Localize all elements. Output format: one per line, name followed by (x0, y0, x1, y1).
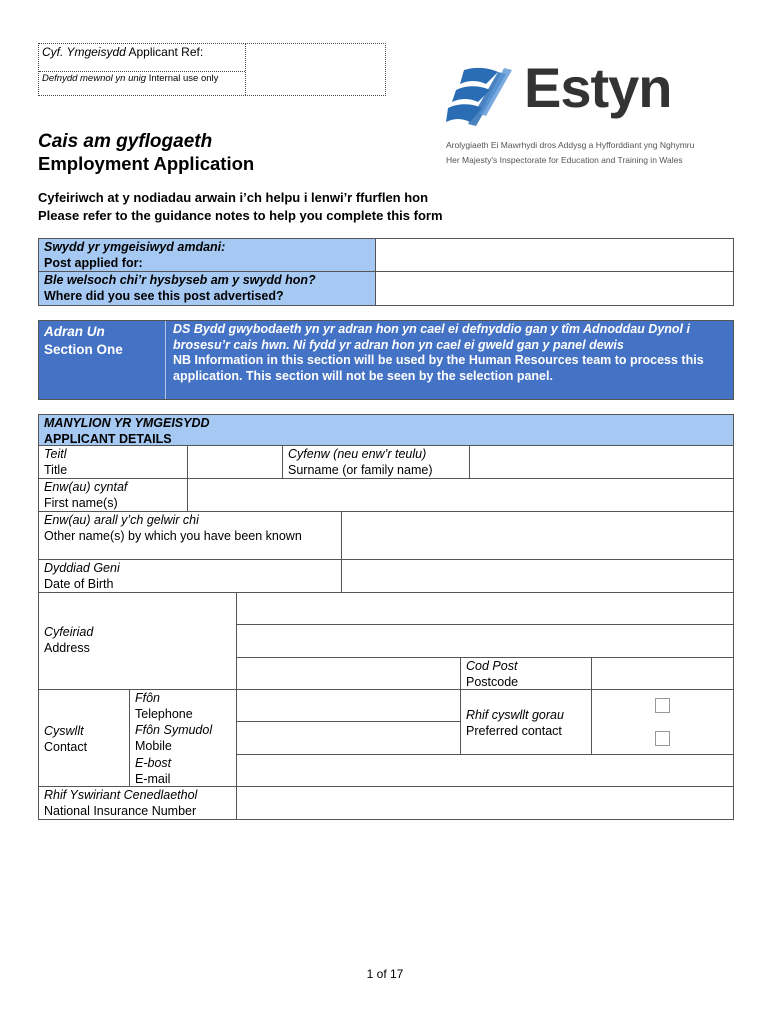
othernames-label (39, 512, 342, 560)
address-line-2-field[interactable] (237, 625, 733, 658)
ref-divider (245, 44, 246, 95)
postcode-label (461, 658, 592, 690)
address-label (39, 593, 237, 690)
post-applied-label (39, 239, 376, 272)
estyn-logo (446, 56, 716, 132)
preferred-contact-label (461, 690, 592, 755)
preferred-contact-options (592, 690, 733, 755)
surname-label (283, 446, 470, 479)
contact-label (39, 690, 130, 787)
preferred-contact-cy: Rhif cyswllt gorau (466, 708, 564, 722)
ni-number-label-en: National Insurance Number (44, 803, 197, 818)
email-label-cy: E-bost (135, 756, 172, 770)
preferred-mobile-checkbox[interactable] (655, 731, 670, 746)
othernames-field[interactable] (342, 512, 733, 560)
title-field[interactable] (188, 446, 283, 479)
phone-field[interactable] (237, 690, 461, 722)
firstname-label (39, 479, 188, 512)
applicant-ref-label (42, 45, 242, 59)
section-one-label-en: Section One (44, 342, 123, 357)
surname-label-cy: Cyfenw (neu enw’r teulu) (288, 447, 427, 461)
firstname-field[interactable] (188, 479, 733, 512)
dob-label-cy: Dyddiad Geni (44, 561, 120, 575)
advert-source-en: Where did you see this post advertised? (44, 288, 284, 303)
applicant-details-header (39, 415, 733, 446)
ni-number-field[interactable] (237, 787, 733, 819)
address-line-1-field[interactable] (237, 593, 733, 625)
applicant-details-table (38, 414, 734, 820)
dob-label-en: Date of Birth (44, 576, 114, 591)
ref-label-cy: Cyf. Ymgeisydd (42, 45, 126, 59)
post-applied-cy: Swydd yr ymgeisiwyd amdani: (44, 240, 226, 254)
mobile-label-cy: Ffôn Symudol (135, 723, 213, 737)
ref-label-en: Applicant Ref: (128, 45, 204, 59)
section-one-banner (38, 320, 734, 400)
internal-label-en: Internal use only (148, 73, 219, 84)
surname-label-en: Surname (or family name) (288, 462, 433, 477)
mobile-label-en: Mobile (135, 738, 172, 753)
applicant-header-cy: MANYLION YR YMGEISYDD (44, 416, 210, 430)
contact-label-cy: Cyswllt (44, 724, 84, 738)
internal-use-label (42, 73, 242, 84)
page-title-en: Employment Application (38, 153, 255, 174)
firstname-label-cy: Enw(au) cyntaf (44, 480, 128, 494)
advert-source-field[interactable] (376, 272, 733, 305)
section-one-label (44, 323, 159, 359)
address-label-en: Address (44, 640, 90, 655)
internal-label-cy: Defnydd mewnol yn unig (42, 73, 147, 84)
address-line-3-field[interactable] (237, 658, 461, 690)
logo-tagline-en: Her Majesty's Inspectorate for Education and Training in Wales (446, 155, 683, 165)
page-number: 1 of 17 (366, 967, 404, 981)
othernames-label-en: Other name(s) by which you have been known (44, 528, 302, 543)
ni-number-label-cy: Rhif Yswiriant Cenedlaethol (44, 788, 198, 802)
preferred-contact-en: Preferred contact (466, 723, 562, 738)
section-one-note (173, 322, 729, 384)
mobile-label (130, 722, 237, 755)
title-label-cy: Teitl (44, 447, 67, 461)
ref-row-divider (39, 71, 245, 72)
contact-label-en: Contact (44, 739, 88, 754)
estyn-emblem-icon (446, 64, 518, 128)
phone-label-en: Telephone (135, 706, 193, 721)
applicant-ref-box (38, 43, 386, 96)
section-one-label-cy: Adran Un (44, 324, 105, 339)
post-applied-field[interactable] (376, 239, 733, 272)
post-applied-en: Post applied for: (44, 255, 143, 270)
email-field[interactable] (237, 755, 733, 787)
applicant-ref-field[interactable] (247, 45, 384, 94)
advert-source-cy: Ble welsoch chi’r hysbyseb am y swydd hon? (44, 273, 316, 287)
preferred-telephone-checkbox[interactable] (655, 698, 670, 713)
estyn-wordmark: Estyn (524, 56, 672, 119)
title-label-en: Title (44, 462, 68, 477)
address-label-cy: Cyfeiriad (44, 625, 94, 639)
dob-field[interactable] (342, 560, 733, 593)
othernames-label-cy: Enw(au) arall y’ch gelwir chi (44, 513, 199, 527)
ni-number-label (39, 787, 237, 819)
instructions-cy: Cyfeiriwch at y nodiadau arwain i’ch helpu i lenwi’r ffurflen hon (38, 190, 429, 205)
phone-label-cy: Ffôn (135, 691, 161, 705)
phone-label (130, 690, 237, 722)
firstname-label-en: First name(s) (44, 495, 118, 510)
section-one-note-en: NB Information in this section will be used by the Human Resources team to process this application. This section will not be seen by the selection panel. (173, 353, 704, 383)
email-label-en: E-mail (135, 771, 171, 786)
postcode-field[interactable] (592, 658, 733, 690)
title-label (39, 446, 188, 479)
section-one-note-cy: DS Bydd gwybodaeth yn yr adran hon yn cael ei defnyddio gan y tîm Adnoddau Dynol i brosesu’r cais hwn. Ni fydd yr adran hon yn cael ei gweld gan y panel dewis (173, 322, 690, 352)
page-title-cy: Cais am gyflogaeth (38, 131, 213, 152)
post-table (38, 238, 734, 306)
mobile-field[interactable] (237, 722, 461, 755)
dob-label (39, 560, 342, 593)
instructions-en: Please refer to the guidance notes to help you complete this form (38, 208, 443, 223)
email-label (130, 755, 237, 787)
surname-field[interactable] (470, 446, 733, 479)
logo-tagline-cy: Arolygiaeth Ei Mawrhydi dros Addysg a Hyfforddiant yng Nghymru (446, 140, 695, 150)
postcode-label-en: Postcode (466, 674, 519, 689)
postcode-label-cy: Cod Post (466, 659, 518, 673)
section-divider (165, 321, 166, 399)
applicant-header-en: APPLICANT DETAILS (44, 431, 172, 446)
advert-source-label (39, 272, 376, 305)
